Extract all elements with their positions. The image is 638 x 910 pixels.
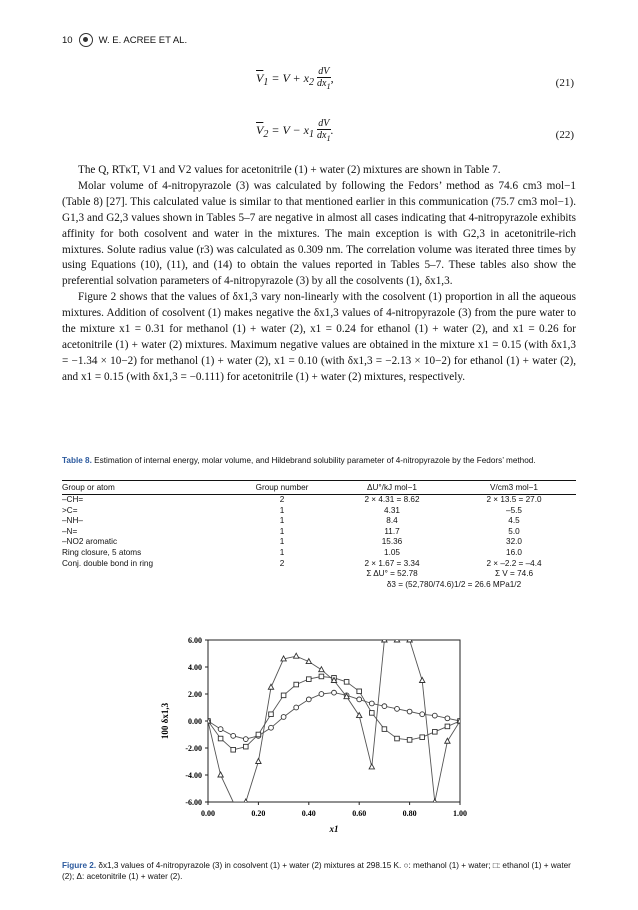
data-point-square (281, 693, 286, 698)
x-tick-label: 0.00 (201, 809, 215, 818)
paragraph: Figure 2 shows that the values of δx1,3 vary non-linearly with the cosolvent (1) proportion in all the aqueous mixtures. Addition of cosolvent (1) makes negative the δx1,3 values of 4-nitropyrazole (3) from the pure water to the mixture x1 = 0.31 for methanol (1) + water (2), x1 = 0.24 for ethanol (1) + water (2), and x1 = 0.26 for acetonitrile (1) + water (2) mixtures. Maximum negative values are obtained in the mixture x1 = 0.15 (with δx1,3 = −1.34 × 10−2) for methanol (1) + water (2), x1 = 0.10 (with δx1,3 = −2.13 × 10−2) for ethanol (1) + water (2), and x1 = 0.15 (with δx1,3 = −0.111) for acetonitrile (1) + water (2) mixtures, respectively. (62, 291, 576, 383)
data-point-triangle (294, 653, 299, 658)
page-number: 10 (62, 34, 73, 46)
paragraph: The Q, RTκT, V1 and V2 values for acetonitrile (1) + water (2) mixtures are shown in Table 7. (78, 164, 501, 176)
data-point-circle (420, 712, 425, 717)
data-point-triangle (218, 772, 223, 777)
table-row: –N= 1 11.7 5.0 (62, 526, 520, 536)
data-point-triangle (319, 667, 324, 672)
data-point-triangle (256, 759, 261, 764)
solubility-parameter: δ3 = (52,780/74.6)1/2 = 26.6 MPa1/2 (386, 579, 522, 589)
data-point-square (256, 732, 261, 737)
data-point-circle (243, 737, 248, 742)
y-tick-label: -4.00 (185, 771, 202, 780)
data-point-square (357, 689, 362, 694)
data-point-circle (382, 704, 387, 709)
running-header (62, 33, 187, 47)
data-point-square (307, 677, 312, 682)
equation-21-number: (21) (555, 77, 574, 89)
data-point-circle (269, 725, 274, 730)
column-header: ΔU°/kJ mol−1 (332, 481, 452, 495)
series-line-triangle (208, 640, 460, 802)
table-row: –NO2 aromatic 1 15.36 32.0 (62, 537, 522, 547)
data-point-circle (319, 692, 324, 697)
x-tick-label: 0.20 (251, 809, 266, 818)
table-caption (62, 455, 576, 466)
data-point-circle (357, 697, 362, 702)
column-header: V/cm3 mol−1 (452, 481, 576, 495)
data-point-circle (445, 716, 450, 721)
table-row: >C= 1 4.31 –5.5 (62, 505, 522, 515)
table-header-row (62, 481, 576, 495)
data-point-square (370, 711, 375, 716)
table-sum-row (62, 569, 576, 580)
figure-caption-text: δx1,3 values of 4-nitropyrazole (3) in cosolvent (1) + water (2) mixtures at 298.15 K. ○: methanol (1) + water; □: ethanol (1) + water (2); Δ: acetonitrile (1) + water (2). (62, 861, 571, 881)
x-tick-label: 0.60 (352, 809, 367, 818)
equation-22-number: (22) (555, 129, 574, 141)
table-label: Table 8. (62, 456, 92, 465)
series-group (205, 637, 462, 804)
x-tick-label: 0.40 (301, 809, 316, 818)
data-point-square (395, 736, 400, 741)
body-text (62, 163, 576, 386)
x-axis-label: x1 (329, 824, 339, 834)
equation-22: $\overline{V}_2 = V - x_1$ $\frac{dV}{dx_1}$ . (256, 118, 334, 143)
fedors-table (62, 480, 576, 590)
table-row: –CH= 2 2 × 4.31 = 8.62 2 × 13.5 = 27.0 (62, 495, 542, 504)
data-point-circle (407, 709, 412, 714)
table-row: –NH– 1 8.4 4.5 (62, 516, 520, 526)
x-tick-label: 1.00 (453, 809, 467, 818)
table-row: Conj. double bond in ring 2 2 × 1.67 = 3.34 2 × –2.2 = –4.4 (62, 558, 542, 568)
plot-frame (208, 640, 460, 802)
data-point-square (407, 738, 412, 743)
data-point-circle (294, 705, 299, 710)
data-point-circle (432, 713, 437, 718)
y-tick-label: -2.00 (185, 744, 202, 753)
data-point-circle (369, 701, 374, 706)
journal-logo-icon (79, 33, 93, 47)
data-point-square (269, 712, 274, 717)
sum-u: Σ ΔU° = 52.78 (366, 569, 418, 579)
column-header: Group or atom (62, 481, 232, 495)
data-point-square (231, 747, 236, 752)
sum-v: Σ V = 74.6 (494, 569, 534, 579)
table-row: Ring closure, 5 atoms 1 1.05 16.0 (62, 547, 522, 557)
data-point-square (344, 680, 349, 685)
y-tick-label: 2.00 (188, 690, 202, 699)
y-tick-label: 0.00 (188, 717, 202, 726)
data-point-square (244, 744, 249, 749)
column-header: Group number (232, 481, 332, 495)
data-point-square (445, 724, 450, 729)
y-axis-label: 100 δx1,3 (160, 702, 170, 740)
data-point-square (294, 682, 299, 687)
data-point-square (382, 727, 387, 732)
data-point-square (433, 730, 438, 735)
data-point-circle (231, 733, 236, 738)
data-point-triangle (420, 678, 425, 683)
data-point-triangle (268, 684, 273, 689)
equation-21: $\overline{V}_1 = V + x_2$ $\frac{dV}{dx_1}$ , (256, 66, 334, 91)
data-point-square (420, 735, 425, 740)
table-delta-row (62, 580, 576, 591)
data-point-triangle (369, 764, 374, 769)
table-caption-text: Estimation of internal energy, molar volume, and Hildebrand solubility parameter of 4-nitropyrazole by the Fedors’ method. (94, 456, 536, 465)
figure-label: Figure 2. (62, 861, 97, 870)
running-authors: W. E. ACREE ET AL. (98, 34, 188, 46)
data-point-circle (306, 697, 311, 702)
y-tick-label: 4.00 (188, 663, 202, 672)
data-point-circle (395, 706, 400, 711)
y-tick-label: -6.00 (185, 798, 202, 807)
data-point-square (319, 674, 324, 679)
y-tick-label: 6.00 (188, 636, 202, 645)
x-tick-label: 0.80 (402, 809, 417, 818)
data-point-circle (218, 727, 223, 732)
figure-2-chart (150, 632, 480, 852)
data-point-circle (332, 690, 337, 695)
paragraph: Molar volume of 4-nitropyrazole (3) was calculated by following the Fedors’ method as 74.6 cm3 mol−1 (Table 8) [27]. This calculated value is similar to that mentioned earlier in this communication (75.7 cm3 mol−1). G1,3 and G2,3 values shown in Tables 5–7 are negative in almost all cases indicating that 4-nitropyrazole exhibits affinity for both cosolvent and water in the mixtures. The main exception is with G2,3 in acetonitrile-rich mixtures. Solute radius value (r3) was calculated as 0.309 nm. The correlation volume was iterated three times by using Equations (10), (11), and (14) to obtain the values reported in Tables 5–7. These tables also show the preferential solvation parameters of 4-nitropyrazole (3) by all the cosolvents (1), δx1,3. (62, 179, 576, 288)
data-point-circle (281, 715, 286, 720)
data-point-square (218, 736, 223, 741)
figure-caption (62, 860, 576, 882)
